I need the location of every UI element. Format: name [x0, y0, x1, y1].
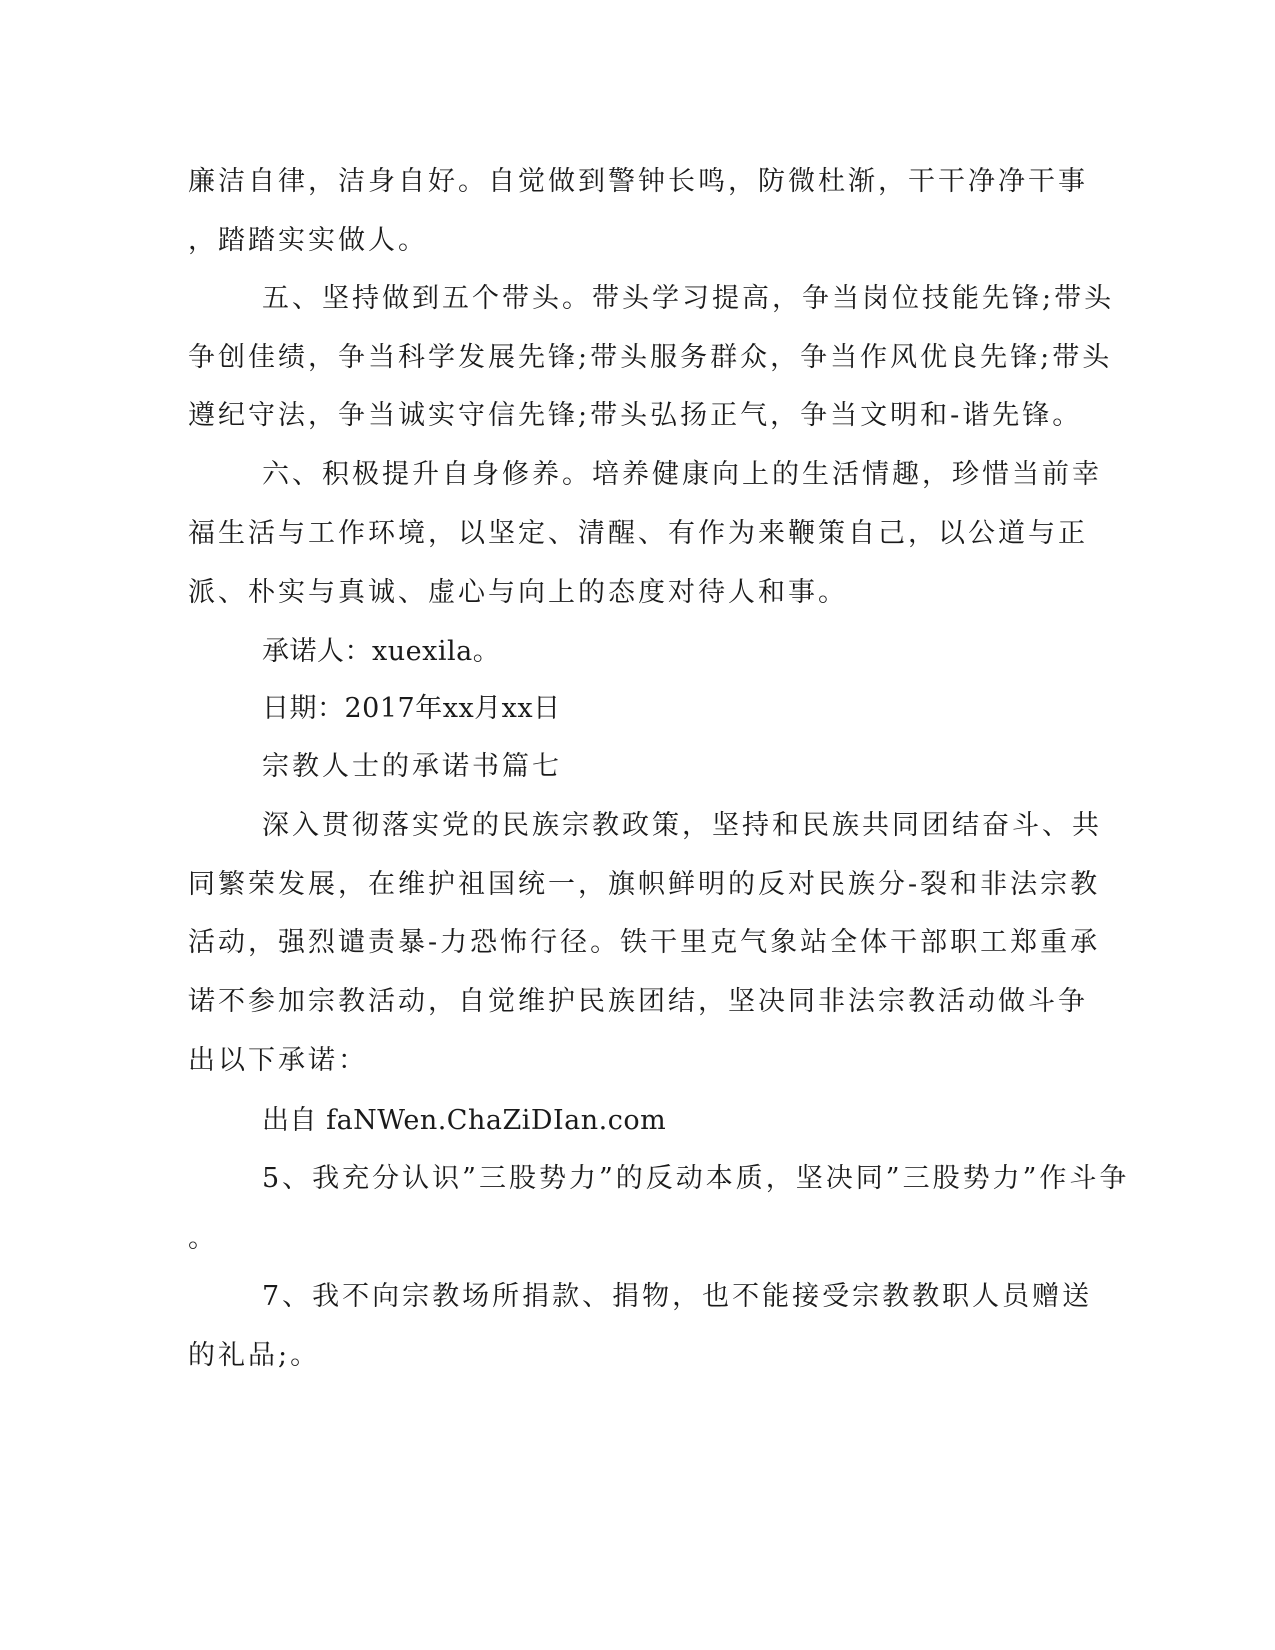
paragraph-start: 7、我不向宗教场所捐款、捐物，也不能接受宗教教职人员赠送	[262, 1281, 1093, 1312]
text-line: 出以下承诺：	[188, 1045, 368, 1076]
text-line: 的礼品;。	[188, 1340, 321, 1371]
section-heading: 宗教人士的承诺书篇七	[262, 751, 562, 782]
text-line: 。	[188, 1223, 218, 1254]
text-line: 活动，强烈谴责暴-力恐怖行径。铁干里克气象站全体干部职工郑重承	[188, 927, 1101, 958]
text-line: 遵纪守法，争当诚实守信先锋;带头弘扬正气，争当文明和-谐先锋。	[188, 400, 1083, 431]
text-line: 廉洁自律，洁身自好。自觉做到警钟长鸣，防微杜渐，干干净净干事	[188, 166, 1088, 197]
paragraph-start: 五、坚持做到五个带头。带头学习提高，争当岗位技能先锋;带头	[262, 283, 1115, 314]
source-line: 出自 faNWen.ChaZiDIan.com	[262, 1105, 667, 1136]
text-line: 争创佳绩，争当科学发展先锋;带头服务群众，争当作风优良先锋;带头	[188, 342, 1113, 373]
text-line: 同繁荣发展，在维护祖国统一，旗帜鲜明的反对民族分-裂和非法宗教	[188, 869, 1101, 900]
promisor-line: 承诺人：xuexila。	[262, 636, 501, 667]
text-line: 派、朴实与真诚、虚心与向上的态度对待人和事。	[188, 577, 848, 608]
text-line: 福生活与工作环境，以坚定、清醒、有作为来鞭策自己，以公道与正	[188, 518, 1088, 549]
paragraph-start: 六、积极提升自身修养。培养健康向上的生活情趣，珍惜当前幸	[262, 459, 1102, 490]
text-line: 诺不参加宗教活动，自觉维护民族团结，坚决同非法宗教活动做斗争	[188, 986, 1088, 1017]
text-line: ，踏踏实实做人。	[188, 225, 428, 256]
date-line: 日期：2017年xx月xx日	[262, 693, 561, 724]
paragraph-start: 5、我充分认识”三股势力”的反动本质，坚决同”三股势力”作斗争	[262, 1163, 1130, 1194]
paragraph-start: 深入贯彻落实党的民族宗教政策，坚持和民族共同团结奋斗、共	[262, 810, 1102, 841]
